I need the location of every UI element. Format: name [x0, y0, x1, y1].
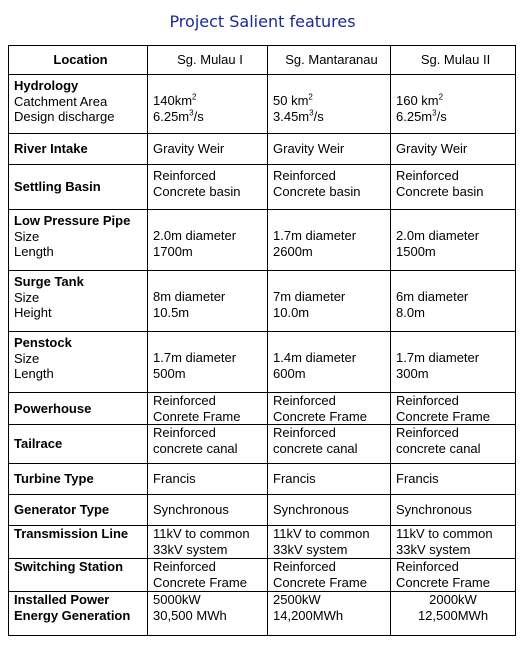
row-heading: Hydrology	[14, 78, 79, 93]
cell-mulau-2	[391, 165, 516, 210]
cell-mulau-2	[391, 271, 516, 332]
cell-value: Reinforced	[396, 393, 459, 408]
table-row-penstock	[9, 332, 516, 393]
cell-mantaranau	[268, 592, 391, 636]
row-heading: Switching Station	[14, 559, 124, 574]
superscript: 3	[189, 108, 194, 118]
cell-value: 6.25m	[396, 108, 433, 124]
cell-value: 1.7m diameter	[396, 350, 480, 365]
cell-value: 1500m	[396, 243, 436, 259]
row-label	[9, 271, 148, 332]
page-title: Project Salient features	[169, 12, 356, 31]
row-label	[9, 592, 148, 636]
row-label	[9, 134, 148, 165]
row-heading: Surge Tank	[14, 274, 84, 289]
cell-value: Concrete Frame	[273, 408, 367, 424]
cell-mantaranau	[268, 332, 391, 393]
cell-mulau-2	[391, 393, 516, 425]
row-label	[9, 495, 148, 526]
cell-value: Concrete basin	[273, 183, 361, 199]
row-heading: Powerhouse	[14, 400, 92, 416]
cell-value: 33kV system	[273, 541, 348, 557]
cell-mantaranau: Synchronous	[268, 495, 391, 526]
cell-mulau-1	[148, 559, 268, 592]
cell-value: 300m	[396, 365, 429, 381]
row-heading: Generator Type	[14, 502, 110, 518]
cell-value: 3.45m	[273, 108, 310, 124]
superscript: 2	[308, 92, 313, 102]
cell-mantaranau	[268, 526, 391, 559]
row-heading: Tailrace	[14, 436, 63, 452]
row-heading: Installed Power	[14, 592, 110, 607]
cell-value: 12,500MWh	[417, 607, 489, 623]
cell-value: 33kV system	[396, 541, 471, 557]
cell-mulau-1	[148, 75, 268, 134]
row-heading: Low Pressure Pipe	[14, 213, 131, 228]
cell-value: Reinforced	[273, 559, 336, 574]
cell-value: Concrete Frame	[396, 574, 490, 590]
unit: /s	[313, 108, 324, 124]
cell-value: 30,500 MWh	[153, 607, 227, 623]
sub-label: Size	[14, 228, 40, 244]
table-row-river-intake	[9, 134, 516, 165]
cell-value: 6.25m	[153, 108, 190, 124]
cell-value: Reinforced	[153, 168, 216, 183]
cell-value: 8.0m	[396, 304, 425, 320]
superscript: 3	[432, 108, 437, 118]
unit: /s	[193, 108, 204, 124]
cell-value: 160 km	[396, 93, 439, 108]
cell-value: 2500kW	[273, 592, 321, 607]
cell-mantaranau	[268, 271, 391, 332]
cell-mulau-2	[391, 332, 516, 393]
header-sg-mulau-2: Sg. Mulau II	[391, 46, 516, 75]
row-heading: Settling Basin	[14, 179, 101, 195]
row-label	[9, 210, 148, 271]
cell-value: 7m diameter	[273, 289, 346, 304]
cell-value: 1700m	[153, 243, 193, 259]
cell-mulau-1: Francis	[148, 464, 268, 495]
cell-value: Reinforced	[153, 393, 216, 408]
sub-label: Size	[14, 350, 40, 366]
cell-value: 500m	[153, 365, 186, 381]
cell-value: Concrete Frame	[273, 574, 367, 590]
cell-value: 140km	[153, 93, 193, 108]
table-row-turbine-type	[9, 464, 516, 495]
table-row-tailrace	[9, 425, 516, 464]
cell-value: Concrete basin	[153, 183, 241, 199]
cell-value: Reinforced	[273, 393, 336, 408]
cell-mulau-2	[391, 526, 516, 559]
cell-value: 50 km	[273, 93, 309, 108]
cell-value: 2.0m diameter	[153, 228, 237, 243]
row-label	[9, 332, 148, 393]
cell-mantaranau	[268, 559, 391, 592]
cell-mantaranau	[268, 393, 391, 425]
sub-label: Size	[14, 289, 40, 305]
table-row-hydrology	[9, 75, 516, 134]
cell-mulau-1	[148, 393, 268, 425]
cell-value: 2.0m diameter	[396, 228, 480, 243]
cell-mulau-2	[391, 592, 516, 636]
row-label	[9, 559, 148, 592]
cell-mulau-2	[391, 210, 516, 271]
cell-value: 33kV system	[153, 541, 228, 557]
cell-value: 2600m	[273, 243, 313, 259]
cell-value: Reinforced	[153, 559, 216, 574]
cell-mulau-1	[148, 165, 268, 210]
unit: /s	[436, 108, 447, 124]
cell-value: 600m	[273, 365, 306, 381]
superscript: 2	[438, 92, 444, 102]
cell-value: Reinforced	[153, 425, 216, 440]
table-row-settling-basin	[9, 165, 516, 210]
cell-mantaranau: Gravity Weir	[268, 134, 391, 165]
cell-mulau-2	[391, 75, 516, 134]
cell-mantaranau	[268, 165, 391, 210]
sub-label: Length	[14, 366, 54, 381]
cell-mulau-1: Synchronous	[148, 495, 268, 526]
sub-label: Length	[14, 244, 54, 259]
cell-value: 1.7m diameter	[153, 350, 237, 365]
table-header-row	[9, 46, 516, 75]
cell-mulau-1	[148, 332, 268, 393]
table-row-surge-tank	[9, 271, 516, 332]
cell-mulau-1	[148, 425, 268, 464]
cell-value: Concrete basin	[396, 183, 484, 199]
cell-mulau-2	[391, 425, 516, 464]
cell-value: 1.7m diameter	[273, 228, 357, 243]
cell-mulau-1: Gravity Weir	[148, 134, 268, 165]
cell-mantaranau	[268, 210, 391, 271]
cell-value: 10.5m	[153, 304, 190, 320]
superscript: 3	[309, 108, 314, 118]
row-heading: River Intake	[14, 141, 88, 157]
cell-value: concrete canal	[396, 440, 481, 456]
header-sg-mantaranau: Sg. Mantaranau	[268, 46, 391, 75]
cell-value: Reinforced	[396, 559, 459, 574]
cell-value: 11kV to common	[153, 526, 250, 541]
row-heading: Penstock	[14, 335, 72, 350]
cell-value: Reinforced	[273, 425, 336, 440]
cell-value: 11kV to common	[273, 526, 370, 541]
table-row-generator-type	[9, 495, 516, 526]
cell-value: Reinforced	[396, 168, 459, 183]
cell-value: 11kV to common	[396, 526, 493, 541]
row-label	[9, 165, 148, 210]
row-heading: Transmission Line	[14, 526, 129, 541]
sub-label: Design discharge	[14, 109, 115, 124]
cell-value: Concrete Frame	[396, 408, 490, 424]
cell-mulau-1	[148, 210, 268, 271]
row-heading: Energy Generation	[14, 607, 131, 623]
cell-mantaranau	[268, 425, 391, 464]
cell-mulau-2: Synchronous	[391, 495, 516, 526]
sub-label: Height	[14, 305, 52, 320]
cell-mulau-2	[391, 559, 516, 592]
cell-value: Concrete Frame	[153, 574, 247, 590]
cell-mantaranau: Francis	[268, 464, 391, 495]
cell-value: concrete canal	[153, 440, 238, 456]
cell-value: Conrete Frame	[153, 408, 241, 424]
table-row-low-pressure-pipe	[9, 210, 516, 271]
cell-value: concrete canal	[273, 440, 358, 456]
cell-value: 5000kW	[153, 592, 201, 607]
cell-mulau-1	[148, 526, 268, 559]
row-label	[9, 464, 148, 495]
superscript: 2	[192, 92, 197, 102]
cell-value: 6m diameter	[396, 289, 469, 304]
table-row-powerhouse	[9, 393, 516, 425]
table-row-switching-station	[9, 559, 516, 592]
row-label	[9, 393, 148, 425]
row-label	[9, 526, 148, 559]
cell-value: 8m diameter	[153, 289, 226, 304]
cell-mulau-2: Francis	[391, 464, 516, 495]
row-heading: Turbine Type	[14, 471, 94, 487]
cell-mulau-2: Gravity Weir	[391, 134, 516, 165]
header-sg-mulau-1: Sg. Mulau I	[148, 46, 268, 75]
header-location: Location	[9, 46, 148, 75]
row-label	[9, 75, 148, 134]
table-row-transmission-line	[9, 526, 516, 559]
cell-value: 10.0m	[273, 304, 310, 320]
cell-mantaranau	[268, 75, 391, 134]
sub-label: Catchment Area	[14, 93, 108, 109]
salient-features-table	[8, 45, 516, 636]
cell-mulau-1	[148, 271, 268, 332]
cell-value: 1.4m diameter	[273, 350, 357, 365]
table-row-installed-power	[9, 592, 516, 636]
cell-value: Reinforced	[273, 168, 336, 183]
cell-mulau-1	[148, 592, 268, 636]
cell-value: 14,200MWh	[273, 607, 344, 623]
cell-value: 2000kW	[429, 592, 477, 607]
row-label	[9, 425, 148, 464]
cell-value: Reinforced	[396, 425, 459, 440]
